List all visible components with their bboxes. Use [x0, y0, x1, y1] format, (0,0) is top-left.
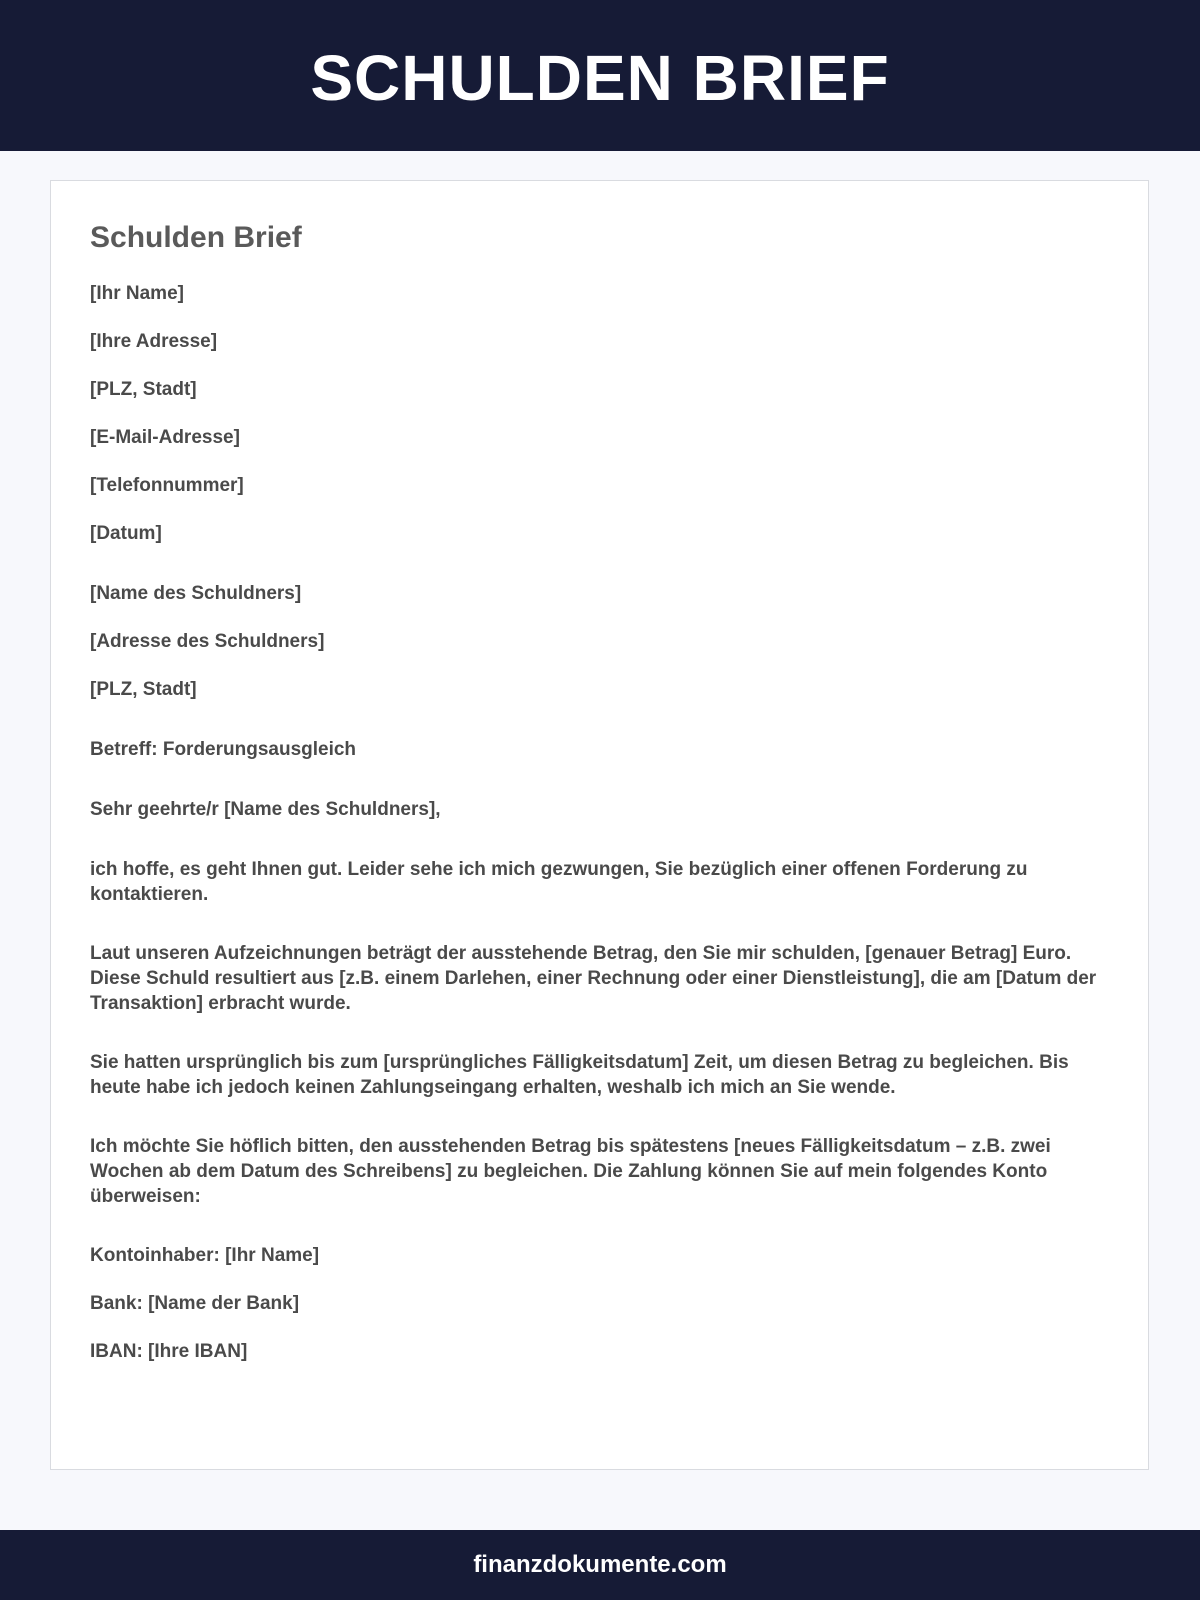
sender-address: [Ihre Adresse]	[90, 331, 218, 352]
sender-phone: [Telefonnummer]	[90, 475, 244, 496]
paragraph-request: Ich möchte Sie höflich bitten, den ausstehenden Betrag bis spätestens [neues Fälligkeitsdatum – z.B. zwei Wochen ab dem Datum des Schreibens] zu begleichen. Die Zahlung können Sie auf mein folgendes Konto überweisen:	[90, 1136, 1051, 1207]
page-title: SCHULDEN BRIEF	[310, 41, 890, 114]
recipient-name: [Name des Schuldners]	[90, 583, 302, 604]
paragraph-amount: Laut unseren Aufzeichnungen beträgt der ausstehende Betrag, den Sie mir schulden, [genauer Betrag] Euro. Diese Schuld resultiert aus [z.B. einem Darlehen, einer Rechnung oder einer Dienstleistung], die am [Datum der Transaktion] erbracht wurde.	[90, 943, 1097, 1014]
iban: IBAN: [Ihre IBAN]	[90, 1341, 248, 1362]
footer-bar	[0, 1530, 1200, 1600]
letter-salutation: Sehr geehrte/r [Name des Schuldners],	[90, 799, 441, 820]
letter-card	[50, 180, 1149, 1470]
letter-date: [Datum]	[90, 523, 162, 544]
letter-subject: Betreff: Forderungsausgleich	[90, 739, 357, 760]
recipient-address: [Adresse des Schuldners]	[90, 631, 325, 652]
header-banner	[0, 0, 1200, 151]
sender-email: [E-Mail-Adresse]	[90, 427, 240, 448]
paragraph-due-date: Sie hatten ursprünglich bis zum [ursprüngliches Fälligkeitsdatum] Zeit, um diesen Betrag zu begleichen. Bis heute habe ich jedoch keinen Zahlungseingang erhalten, weshalb ich mich an Sie wende.	[90, 1052, 1069, 1098]
footer-site-link[interactable]: finanzdokumente.com	[473, 1551, 727, 1578]
sender-city: [PLZ, Stadt]	[90, 379, 197, 400]
paragraph-intro: ich hoffe, es geht Ihnen gut. Leider sehe ich mich gezwungen, Sie bezüglich einer offenen Forderung zu kontaktieren.	[90, 859, 1028, 905]
account-holder: Kontoinhaber: [Ihr Name]	[90, 1245, 320, 1266]
sender-name: [Ihr Name]	[90, 283, 184, 304]
letter-title: Schulden Brief	[90, 221, 302, 254]
bank-name: Bank: [Name der Bank]	[90, 1293, 300, 1314]
recipient-city: [PLZ, Stadt]	[90, 679, 197, 700]
